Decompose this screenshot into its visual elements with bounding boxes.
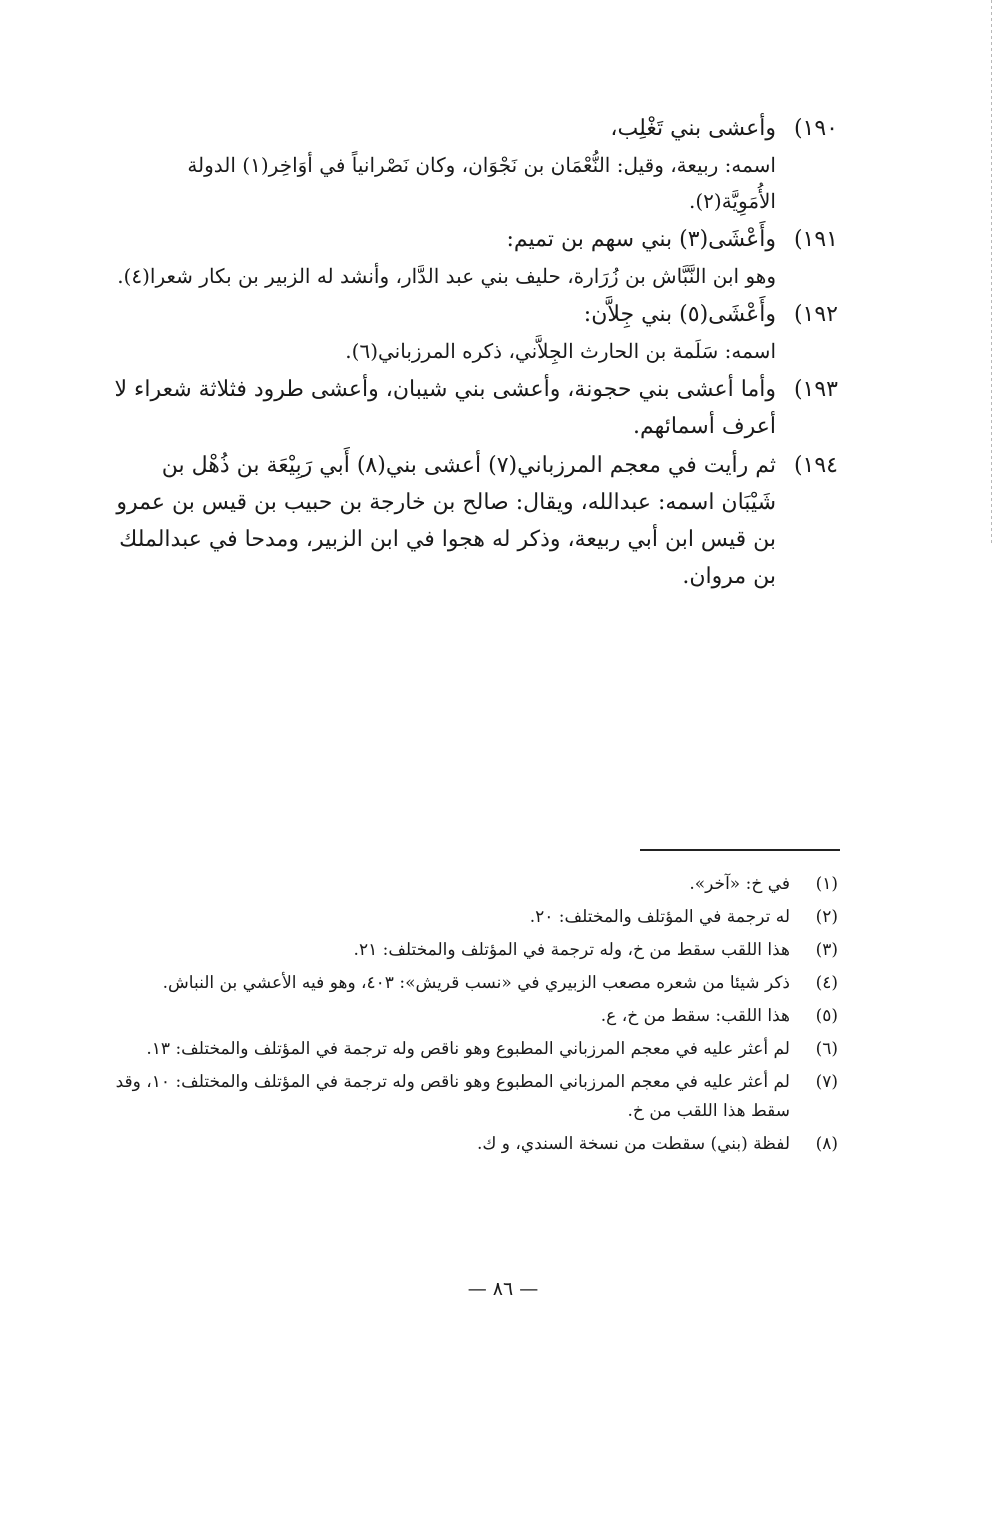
entry-title: وأما أعشى بني حجونة، وأعشى بني شيبان، وأعشى طرود فثلاثة شعراء لا أعرف أسمائهم. <box>114 377 776 439</box>
footnote-number: (٨) <box>815 1134 838 1154</box>
footnote-6 <box>110 1035 838 1064</box>
footnote-1 <box>110 870 838 899</box>
footnote-text: في خ: «آخر». <box>689 874 790 894</box>
entry-number: ١٩٤) <box>793 453 838 478</box>
footnote-text: لم أعثر عليه في معجم المرزباني المطبوع وهو ناقص وله ترجمة في المؤتلف والمختلف: ١٠، وقد سقط هذا اللقب من خ. <box>115 1072 790 1121</box>
footnote-number: (١) <box>815 874 838 894</box>
footnote-number: (٧) <box>815 1072 838 1092</box>
footnote-3 <box>110 936 838 965</box>
entry-title: وأَعْشَى(٥) بني جِلاَّن: <box>583 302 776 327</box>
footnote-number: (٣) <box>815 940 838 960</box>
footnote-7 <box>110 1068 838 1126</box>
footnote-text: لم أعثر عليه في معجم المرزباني المطبوع وهو ناقص وله ترجمة في المؤتلف والمختلف: ١٣. <box>146 1039 790 1059</box>
entry-190 <box>110 110 838 219</box>
entry-title: وأَعْشَى(٣) بني سهم بن تميم: <box>506 227 776 252</box>
footnote-text: هذا اللقب: سقط من خ، ع. <box>600 1006 790 1026</box>
footnotes <box>110 870 838 1163</box>
entry-number: ١٩٠) <box>793 116 838 141</box>
footnote-number: (٦) <box>815 1039 838 1059</box>
footnote-text: ذكر شيئا من شعره مصعب الزبيري في «نسب قريش»: ٤٠٣، وهو فيه الأعشي بن النباش. <box>162 973 790 993</box>
footnote-8 <box>110 1130 838 1159</box>
footnote-text: لفظة (بني) سقطت من نسخة السندي، و ك. <box>476 1134 790 1154</box>
footnote-number: (٢) <box>815 907 838 927</box>
entry-number: ١٩١) <box>793 227 838 252</box>
footnote-text: هذا اللقب سقط من خ، وله ترجمة في المؤتلف والمختلف: ٢١. <box>353 940 790 960</box>
page-number: — ٨٦ — <box>467 1278 539 1300</box>
scan-edge-mark <box>991 0 992 545</box>
entry-number: ١٩٣) <box>793 377 838 402</box>
entry-number: ١٩٢) <box>793 302 838 327</box>
entry-192 <box>110 296 838 369</box>
entry-191 <box>110 221 838 294</box>
entry-193 <box>110 371 838 445</box>
entry-body: اسمه: ربيعة، وقيل: النُّعْمَان بن نَجْوَان، وكان نَصْرانياً في أوَاخِر(١) الدولة الأُمَوِيَّة(٢). <box>187 153 776 213</box>
entry-body: اسمه: سَلَمة بن الحارث الجِلاَّني، ذكره المرزباني(٦). <box>345 339 776 363</box>
footnote-text: له ترجمة في المؤتلف والمختلف: ٢٠. <box>529 907 790 927</box>
entry-title: وأعشى بني تَغْلِب، <box>610 116 776 141</box>
footnote-4 <box>110 969 838 998</box>
main-text <box>110 110 838 597</box>
entry-title: ثم رأيت في معجم المرزباني(٧) أعشى بني(٨) أَبي رَبِيْعَة بن ذُهْل بن شَيْبَان اسمه: عبدالله، ويقال: صالح بن خارجة بن حبيب بن قيس بن عمرو بن قيس ابن أبي ربيعة، وذكر له هجوا في ابن الزبير، ومدحا في عبدالملك بن مروان. <box>116 453 776 589</box>
footnote-5 <box>110 1002 838 1031</box>
footnote-2 <box>110 903 838 932</box>
footnote-number: (٤) <box>815 973 838 993</box>
entry-body: وهو ابن النَّبَّاش بن زُرَارة، حليف بني عبد الدَّار، وأنشد له الزبير بن بكار شعرا(٤). <box>117 264 776 288</box>
footnote-separator <box>640 849 840 851</box>
footnote-number: (٥) <box>815 1006 838 1026</box>
entry-194 <box>110 447 838 595</box>
